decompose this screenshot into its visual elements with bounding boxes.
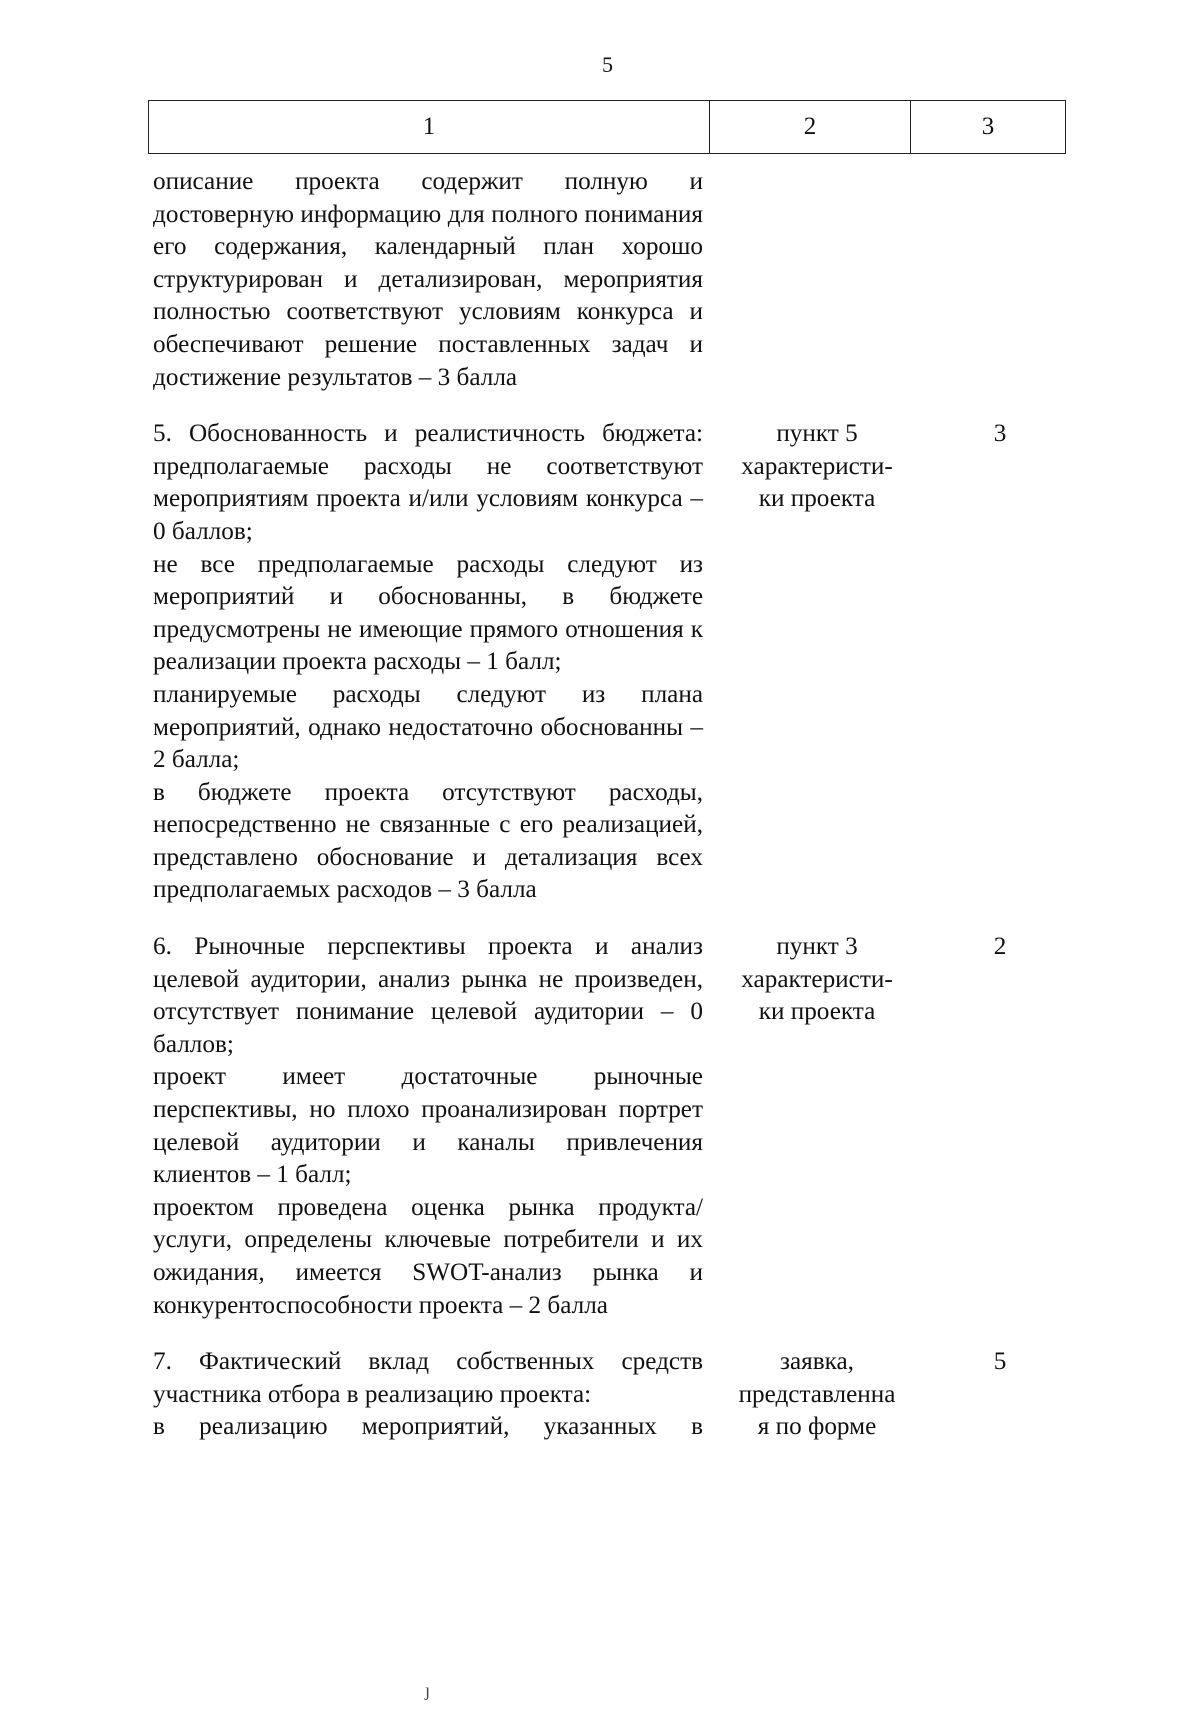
footer-mark: ȷ	[425, 1680, 431, 1700]
source-line: представленна	[738, 1380, 896, 1408]
source-line: характеристи-	[741, 965, 893, 993]
table-row	[153, 931, 1073, 1322]
source-line: пункт 5	[776, 420, 858, 448]
source-line: заявка,	[780, 1348, 854, 1376]
criterion-paragraph: описание проекта содержит полную и достоверную информацию для полного понимания его содержания, календарный план хорошо структурирован и детализирован, мероприятия полностью соответствуют условиям конкурса и обеспечивают решение поставленных задач и достижение результатов – 3 балла	[153, 168, 703, 391]
source-line: ки проекта	[758, 485, 876, 513]
criterion-paragraph: 7. Фактический вклад собственных средств участника отбора в реализацию проекта:	[153, 1348, 703, 1408]
page-number: 5	[602, 52, 613, 77]
criterion-description	[153, 931, 703, 1322]
source-line: я по форме	[757, 1413, 877, 1441]
header-col-3: 3	[981, 113, 995, 140]
criterion-paragraph: проект имеет достаточные рыночные перспективы, но плохо проанализирован портрет целевой аудитории и каналы привлечения клиентов – 1 балл;	[153, 1063, 703, 1189]
criteria-table-body	[153, 166, 1073, 1444]
table-row	[153, 1346, 1073, 1444]
criterion-description	[153, 166, 703, 394]
criterion-score: 3	[993, 420, 1007, 448]
criterion-score: 5	[993, 1348, 1007, 1376]
criterion-paragraph: не все предполагаемые расходы следуют из мероприятий и обоснованны, в бюджете предусмотрены не имеющие прямого отношения к реализации проекта расходы – 1 балл;	[153, 550, 703, 676]
criterion-score: 2	[993, 933, 1007, 961]
criterion-source	[717, 931, 917, 1029]
criterion-paragraph: в реализацию мероприятий, указанных в	[153, 1413, 703, 1441]
source-line: характеристи-	[741, 452, 893, 480]
criterion-description	[153, 1346, 703, 1444]
criterion-paragraph: планируемые расходы следуют из плана мероприятий, однако недостаточно обоснованны – 2 балла;	[153, 680, 703, 774]
criterion-paragraph: проектом проведена оценка рынка продукта/услуги, определены ключевые потребители и их ожидания, имеется SWOT-анализ рынка и конкурентоспособности проекта – 2 балла	[153, 1193, 703, 1319]
criterion-paragraph: 5. Обоснованность и реалистичность бюджета: предполагаемые расходы не соответствуют мероприятиям проекта и/или условиям конкурса – 0 баллов;	[153, 420, 703, 545]
table-row	[153, 418, 1073, 907]
source-line: ки проекта	[758, 998, 876, 1026]
table-row	[153, 166, 1073, 394]
header-col-1: 1	[149, 101, 710, 153]
criterion-source	[717, 1346, 917, 1444]
criterion-description	[153, 418, 703, 907]
criterion-source	[717, 418, 917, 516]
criterion-paragraph: 6. Рыночные перспективы проекта и анализ целевой аудитории, анализ рынка не произведен, отсутствует понимание целевой аудитории – 0 баллов;	[153, 933, 703, 1058]
source-line: пункт 3	[776, 933, 858, 961]
criterion-paragraph: в бюджете проекта отсутствуют расходы, непосредственно не связанные с его реализацией, представлено обоснование и детализация всех предполагаемых расходов – 3 балла	[153, 778, 703, 904]
header-col-2: 2	[710, 101, 911, 153]
table-header	[148, 100, 1066, 154]
